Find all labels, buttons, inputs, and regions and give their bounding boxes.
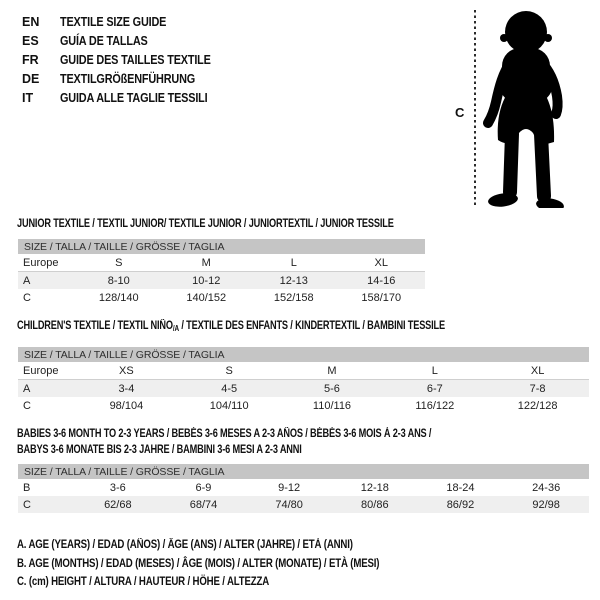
cell: 12-18 bbox=[360, 481, 389, 494]
cell: S bbox=[75, 254, 163, 272]
babies-size-table bbox=[18, 464, 589, 513]
cell: S bbox=[178, 362, 281, 380]
lang-row-en bbox=[22, 13, 233, 32]
cell: 128/140 bbox=[98, 291, 139, 304]
cell: 6-9 bbox=[195, 481, 212, 494]
row-label: A bbox=[18, 380, 75, 398]
row-label: A bbox=[18, 272, 75, 290]
row-label: B bbox=[23, 481, 31, 494]
cell: M bbox=[163, 254, 251, 272]
title-line-2: BABYS 3-6 MONATE BIS 2-3 JAHRE / BAMBINI 3-6 MESI A 2-3 ANNI bbox=[17, 444, 302, 456]
cell: 68/74 bbox=[161, 496, 247, 513]
cell: 122/128 bbox=[517, 399, 558, 412]
cell: 12-13 bbox=[250, 272, 338, 290]
cell: 14-16 bbox=[338, 272, 426, 290]
row-label: C bbox=[18, 496, 75, 513]
table-row bbox=[18, 380, 589, 398]
height-label: C bbox=[455, 105, 465, 120]
cell: 18-24 bbox=[446, 481, 475, 494]
row-label: C bbox=[23, 399, 31, 412]
lang-code: DE bbox=[22, 72, 40, 86]
cell: XL bbox=[338, 254, 426, 272]
row-label: Europe bbox=[18, 254, 75, 272]
table-row bbox=[18, 397, 589, 414]
cell: 110/116 bbox=[312, 399, 352, 412]
cell: 152/158 bbox=[273, 291, 314, 304]
lang-code: ES bbox=[22, 34, 39, 48]
cell: XS bbox=[75, 362, 178, 380]
cell: 3-4 bbox=[75, 380, 178, 398]
legend-line-a: A. AGE (YEARS) / EDAD (AÑOS) / ÂGE (ANS) / ALTER (JAHRE) / ETÀ (ANNI) bbox=[17, 539, 353, 551]
babies-table-title bbox=[17, 426, 431, 458]
cell: 8-10 bbox=[75, 272, 163, 290]
cell: 86/92 bbox=[418, 496, 504, 513]
cell: 7-8 bbox=[486, 380, 589, 398]
cell: 10-12 bbox=[163, 272, 251, 290]
title-text: / TEXTILE DES ENFANTS / KINDERTEXTIL / BAMBINI TESSILE bbox=[178, 320, 445, 332]
cell: 24-36 bbox=[532, 481, 561, 494]
lang-row-de bbox=[22, 70, 233, 89]
lang-title: GUIDE DES TAILLES TEXTILE bbox=[60, 53, 211, 67]
title-text: CHILDREN'S TEXTILE / TEXTIL NIÑO bbox=[17, 320, 173, 332]
table-header-band bbox=[18, 464, 589, 479]
table-header-band bbox=[18, 239, 425, 254]
title-line-1: BABIES 3-6 MONTH TO 2-3 YEARS / BEBÉS 3-6 MESES A 2-3 AÑOS / BÉBÉS 3-6 MOIS À 2-3 ANS / bbox=[17, 428, 432, 440]
cell: XL bbox=[486, 362, 589, 380]
cell: 5-6 bbox=[281, 380, 384, 398]
lang-row-es bbox=[22, 32, 233, 51]
lang-title: GUIDA ALLE TAGLIE TESSILI bbox=[60, 91, 208, 105]
cell: 74/80 bbox=[246, 496, 332, 513]
table-row bbox=[18, 272, 425, 290]
height-dashed-line bbox=[474, 10, 476, 208]
lang-title: TEXTILE SIZE GUIDE bbox=[60, 15, 167, 29]
cell: M bbox=[281, 362, 384, 380]
baby-silhouette-icon bbox=[480, 8, 572, 208]
size-header-label: SIZE / TALLA / TAILLE / GRÖSSE / TAGLIA bbox=[18, 464, 589, 479]
row-label: Europe bbox=[18, 362, 75, 380]
cell: 158/170 bbox=[361, 291, 402, 304]
lang-code: FR bbox=[22, 53, 39, 67]
cell: 3-6 bbox=[109, 481, 126, 494]
table-row bbox=[18, 479, 589, 496]
lang-row-fr bbox=[22, 51, 233, 70]
cell: 140/152 bbox=[186, 291, 227, 304]
cell: 116/122 bbox=[415, 399, 455, 412]
size-header-label: SIZE / TALLA / TAILLE / GRÖSSE / TAGLIA bbox=[18, 239, 425, 254]
cell: 4-5 bbox=[178, 380, 281, 398]
lang-code: EN bbox=[22, 15, 40, 29]
cell: 92/98 bbox=[503, 496, 589, 513]
table-row bbox=[18, 362, 589, 380]
language-title-list bbox=[22, 13, 233, 108]
table-row bbox=[18, 289, 425, 306]
lang-code: IT bbox=[22, 91, 34, 105]
title-subscript: /A bbox=[172, 324, 179, 333]
table-header-band bbox=[18, 347, 589, 362]
legend-line-b: B. AGE (MONTHS) / EDAD (MESES) / ÂGE (MOIS) / ALTER (MONATE) / ETÀ (MESI) bbox=[17, 557, 380, 570]
size-header-label: SIZE / TALLA / TAILLE / GRÖSSE / TAGLIA bbox=[18, 347, 589, 362]
cell: 9-12 bbox=[278, 481, 301, 494]
children-size-table bbox=[18, 347, 589, 414]
children-table-title bbox=[17, 318, 445, 337]
lang-title: TEXTILGRÖßENFÜHRUNG bbox=[60, 72, 196, 86]
cell: 80/86 bbox=[332, 496, 418, 513]
lang-title: GUÍA DE TALLAS bbox=[60, 34, 148, 48]
cell: L bbox=[250, 254, 338, 272]
lang-row-it bbox=[22, 89, 233, 108]
table-row bbox=[18, 254, 425, 272]
junior-size-table bbox=[18, 239, 425, 306]
legend-line-c: C. (cm) HEIGHT / ALTURA / HAUTEUR / HÖHE / ALTEZZA bbox=[17, 576, 270, 588]
legend bbox=[17, 536, 379, 592]
table-row bbox=[18, 496, 589, 513]
cell: 62/68 bbox=[75, 496, 161, 513]
cell: 6-7 bbox=[383, 380, 486, 398]
cell: L bbox=[383, 362, 486, 380]
cell: 98/104 bbox=[109, 399, 144, 412]
row-label: C bbox=[23, 291, 31, 304]
cell: 104/110 bbox=[209, 399, 249, 412]
junior-table-title: JUNIOR TEXTILE / TEXTIL JUNIOR/ TEXTILE JUNIOR / JUNIORTEXTIL / JUNIOR TESSILE bbox=[17, 218, 394, 230]
